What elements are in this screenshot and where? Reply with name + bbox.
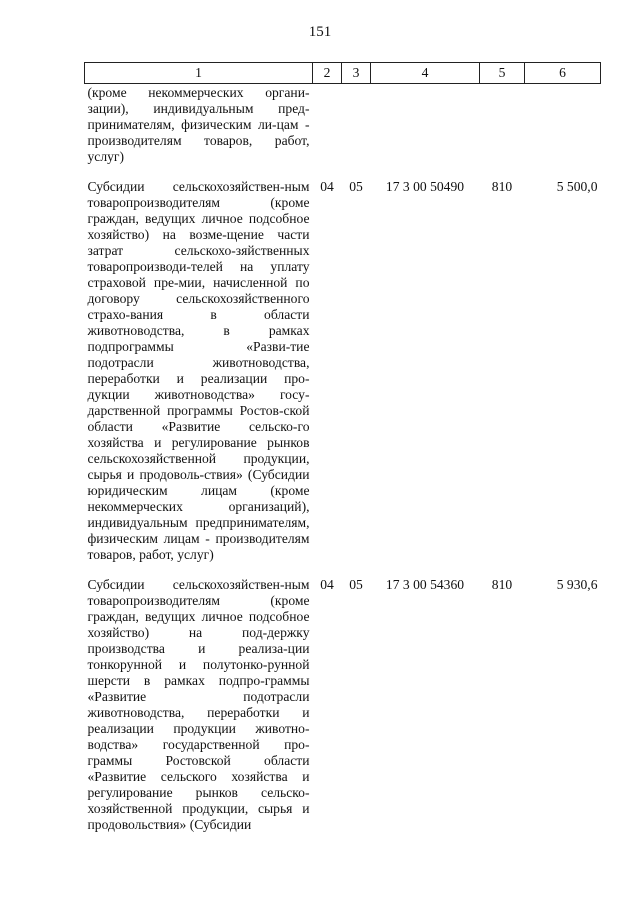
table-row bbox=[85, 567, 601, 837]
row-target-article: 17 3 00 50490 bbox=[385, 179, 465, 194]
page-number: 151 bbox=[308, 24, 332, 40]
header-col-3: 3 bbox=[342, 63, 371, 84]
row-target-article: 17 3 00 54360 bbox=[385, 577, 465, 592]
continuation-row bbox=[85, 84, 601, 170]
header-col-4: 4 bbox=[371, 63, 480, 84]
row-expense-type: 810 bbox=[491, 577, 513, 592]
continuation-text: (кроме некоммерческих органи-зации), индивидуальным пред-принимателям, физическим ли-цам - производителям товаров, работ, услуг) bbox=[87, 85, 310, 164]
row-expense-type: 810 bbox=[491, 179, 513, 194]
row-amount: 5 500,0 bbox=[556, 179, 598, 194]
row-description: Субсидии сельскохозяйствен-ным товаропроизводителям (кроме граждан, ведущих личное подсобное хозяйство) на возме-щение части затрат сельскохо-зяйственных товаропроизводи-телей на уплату страховой пре-мии, начисленной по договору сельскохозяйственного страхо-вания в области животноводства, в рамках подпрограммы «Разви-тие подотрасли животноводства, переработки и реализации про-дукции животноводства» госу-дарственной программы Ростов-ской области «Развитие сельско-го хозяйства и регулирование рынков сельскохозяйственной продукции, сырья и продоволь-ствия» (Субсидии юридическим лицам (кроме некоммерческих организаций), индивидуальным предпринимателям, физическим лицам - производителям товаров, работ, услуг) bbox=[87, 179, 310, 562]
header-col-2: 2 bbox=[313, 63, 342, 84]
row-section-code: 04 bbox=[320, 179, 334, 194]
header-col-6: 6 bbox=[525, 63, 601, 84]
row-section-code: 04 bbox=[320, 577, 334, 592]
header-col-5: 5 bbox=[480, 63, 525, 84]
budget-table bbox=[84, 62, 601, 837]
header-row bbox=[85, 63, 601, 84]
row-subsection-code: 05 bbox=[349, 179, 363, 194]
table-row bbox=[85, 169, 601, 567]
row-description: Субсидии сельскохозяйствен-ным товаропроизводителям (кроме граждан, ведущих личное подсобное хозяйство) на под-держку производства и реализа-ции тонкорунной и полутонко-рунной шерсти в рамках подпро-граммы «Развитие подотрасли животноводства, переработки и реализации продукции животно-водства» государственной про-граммы Ростовской области «Развитие сельского хозяйства и регулирование рынков сельско-хозяйственной продукции, сырья и продовольствия» (Субсидии bbox=[87, 577, 310, 832]
row-subsection-code: 05 bbox=[349, 577, 363, 592]
header-col-1: 1 bbox=[85, 63, 313, 84]
row-amount: 5 930,6 bbox=[556, 577, 598, 592]
